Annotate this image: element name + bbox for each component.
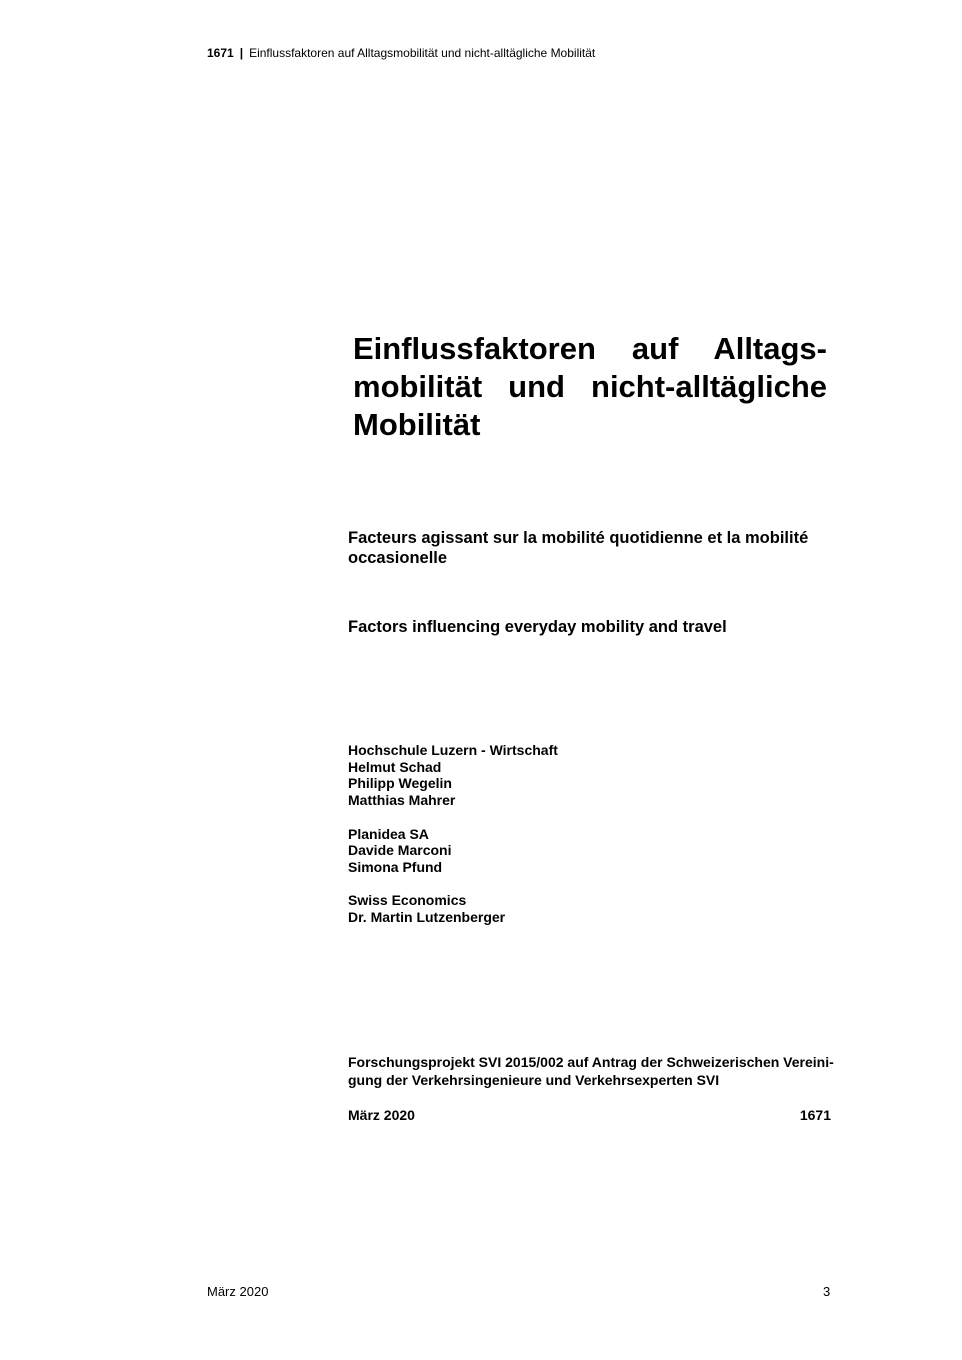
project-description-line: gung der Verkehrsingenieure und Verkehrsexperten SVI bbox=[348, 1072, 720, 1088]
author-name: Simona Pfund bbox=[348, 858, 443, 875]
footer-date: März 2020 bbox=[207, 1284, 269, 1299]
author-name: Helmut Schad bbox=[348, 758, 442, 775]
english-title: Factors influencing everyday mobility and travel bbox=[348, 618, 727, 636]
project-description-line: Forschungsprojekt SVI 2015/002 auf Antrag der Schweizerischen Vereini- bbox=[348, 1054, 834, 1070]
author-name: Matthias Mahrer bbox=[348, 792, 456, 809]
author-group bbox=[348, 892, 748, 925]
german-title-line: Mobilität bbox=[353, 407, 481, 442]
running-header bbox=[207, 45, 595, 61]
institution-name: Swiss Economics bbox=[348, 892, 467, 909]
author-name: Philipp Wegelin bbox=[348, 775, 452, 792]
author-list bbox=[348, 742, 748, 942]
author-group bbox=[348, 742, 748, 809]
author-name: Dr. Martin Lutzenberger bbox=[348, 909, 506, 925]
page-number: 3 bbox=[823, 1284, 831, 1299]
author-group bbox=[348, 826, 748, 876]
german-title-line: mobilität und nicht-alltägliche bbox=[353, 369, 827, 404]
german-title bbox=[353, 330, 827, 444]
publication-report-number: 1671 bbox=[799, 1107, 831, 1123]
header-separator: | bbox=[239, 46, 244, 60]
german-title-line: Einflussfaktoren auf Alltags- bbox=[353, 331, 827, 366]
author-name: Davide Marconi bbox=[348, 842, 452, 859]
institution-name: Hochschule Luzern - Wirtschaft bbox=[348, 742, 558, 758]
header-report-number: 1671 bbox=[207, 46, 234, 60]
institution-name: Planidea SA bbox=[348, 825, 429, 842]
french-title: Facteurs agissant sur la mobilité quotidienne et la mobilité occasionelle bbox=[348, 529, 809, 567]
publication-date: März 2020 bbox=[348, 1107, 415, 1123]
project-description bbox=[348, 1053, 858, 1089]
header-running-title: Einflussfaktoren auf Alltagsmobilität und nicht-alltägliche Mobilität bbox=[249, 46, 596, 60]
